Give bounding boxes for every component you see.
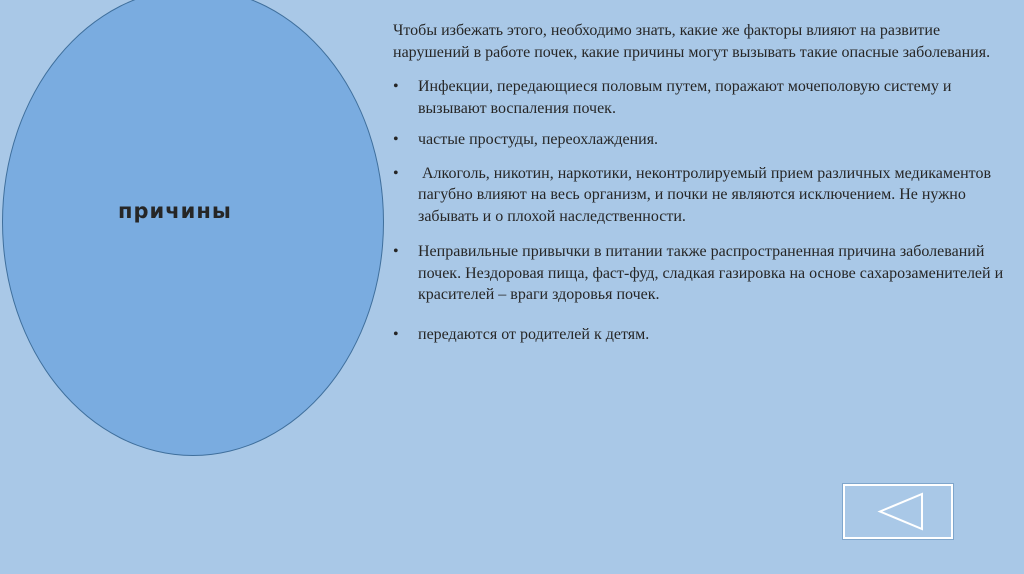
bullet-text: Алкоголь, никотин, наркотики, неконтролируемый прием различных медикаментов пагубно влияют на весь организм, и почки не являются исключением. Не нужно забывать и о плохой наследственности. (418, 164, 996, 225)
bullet-dot: • (393, 164, 399, 182)
causes-oval (2, 0, 384, 456)
back-button[interactable] (843, 484, 953, 539)
bullet-text: Неправильные привычки в питании также распространенная причина заболеваний почек. Нездоровая пища, фаст-фуд, сладкая газировка на основе сахарозаменителей и красителей – враги здоровья почек. (418, 243, 1004, 303)
bullet-dot: • (393, 131, 399, 148)
triangle-left-icon (845, 486, 951, 537)
bullet-item (393, 163, 1018, 228)
slide-content (393, 20, 1018, 345)
bullet-item (393, 129, 1018, 151)
bullet-item (393, 241, 1018, 306)
oval-title: причины (118, 199, 232, 223)
bullet-dot: • (393, 78, 399, 95)
bullet-item (393, 324, 1018, 346)
intro-paragraph: Чтобы избежать этого, необходимо знать, какие же факторы влияют на развитие нарушений в работе почек, какие причины могут вызывать такие опасные заболевания. (393, 22, 991, 61)
bullet-dot: • (393, 243, 399, 260)
bullet-dot: • (393, 325, 399, 343)
bullet-text: Инфекции, передающиеся половым путем, поражают мочеполовую систему и вызывают воспаления почек. (418, 78, 952, 117)
bullet-text: частые простуды, переохлаждения. (418, 131, 659, 148)
bullet-text: передаются от родителей к детям. (418, 325, 650, 343)
bullet-item (393, 76, 1018, 119)
